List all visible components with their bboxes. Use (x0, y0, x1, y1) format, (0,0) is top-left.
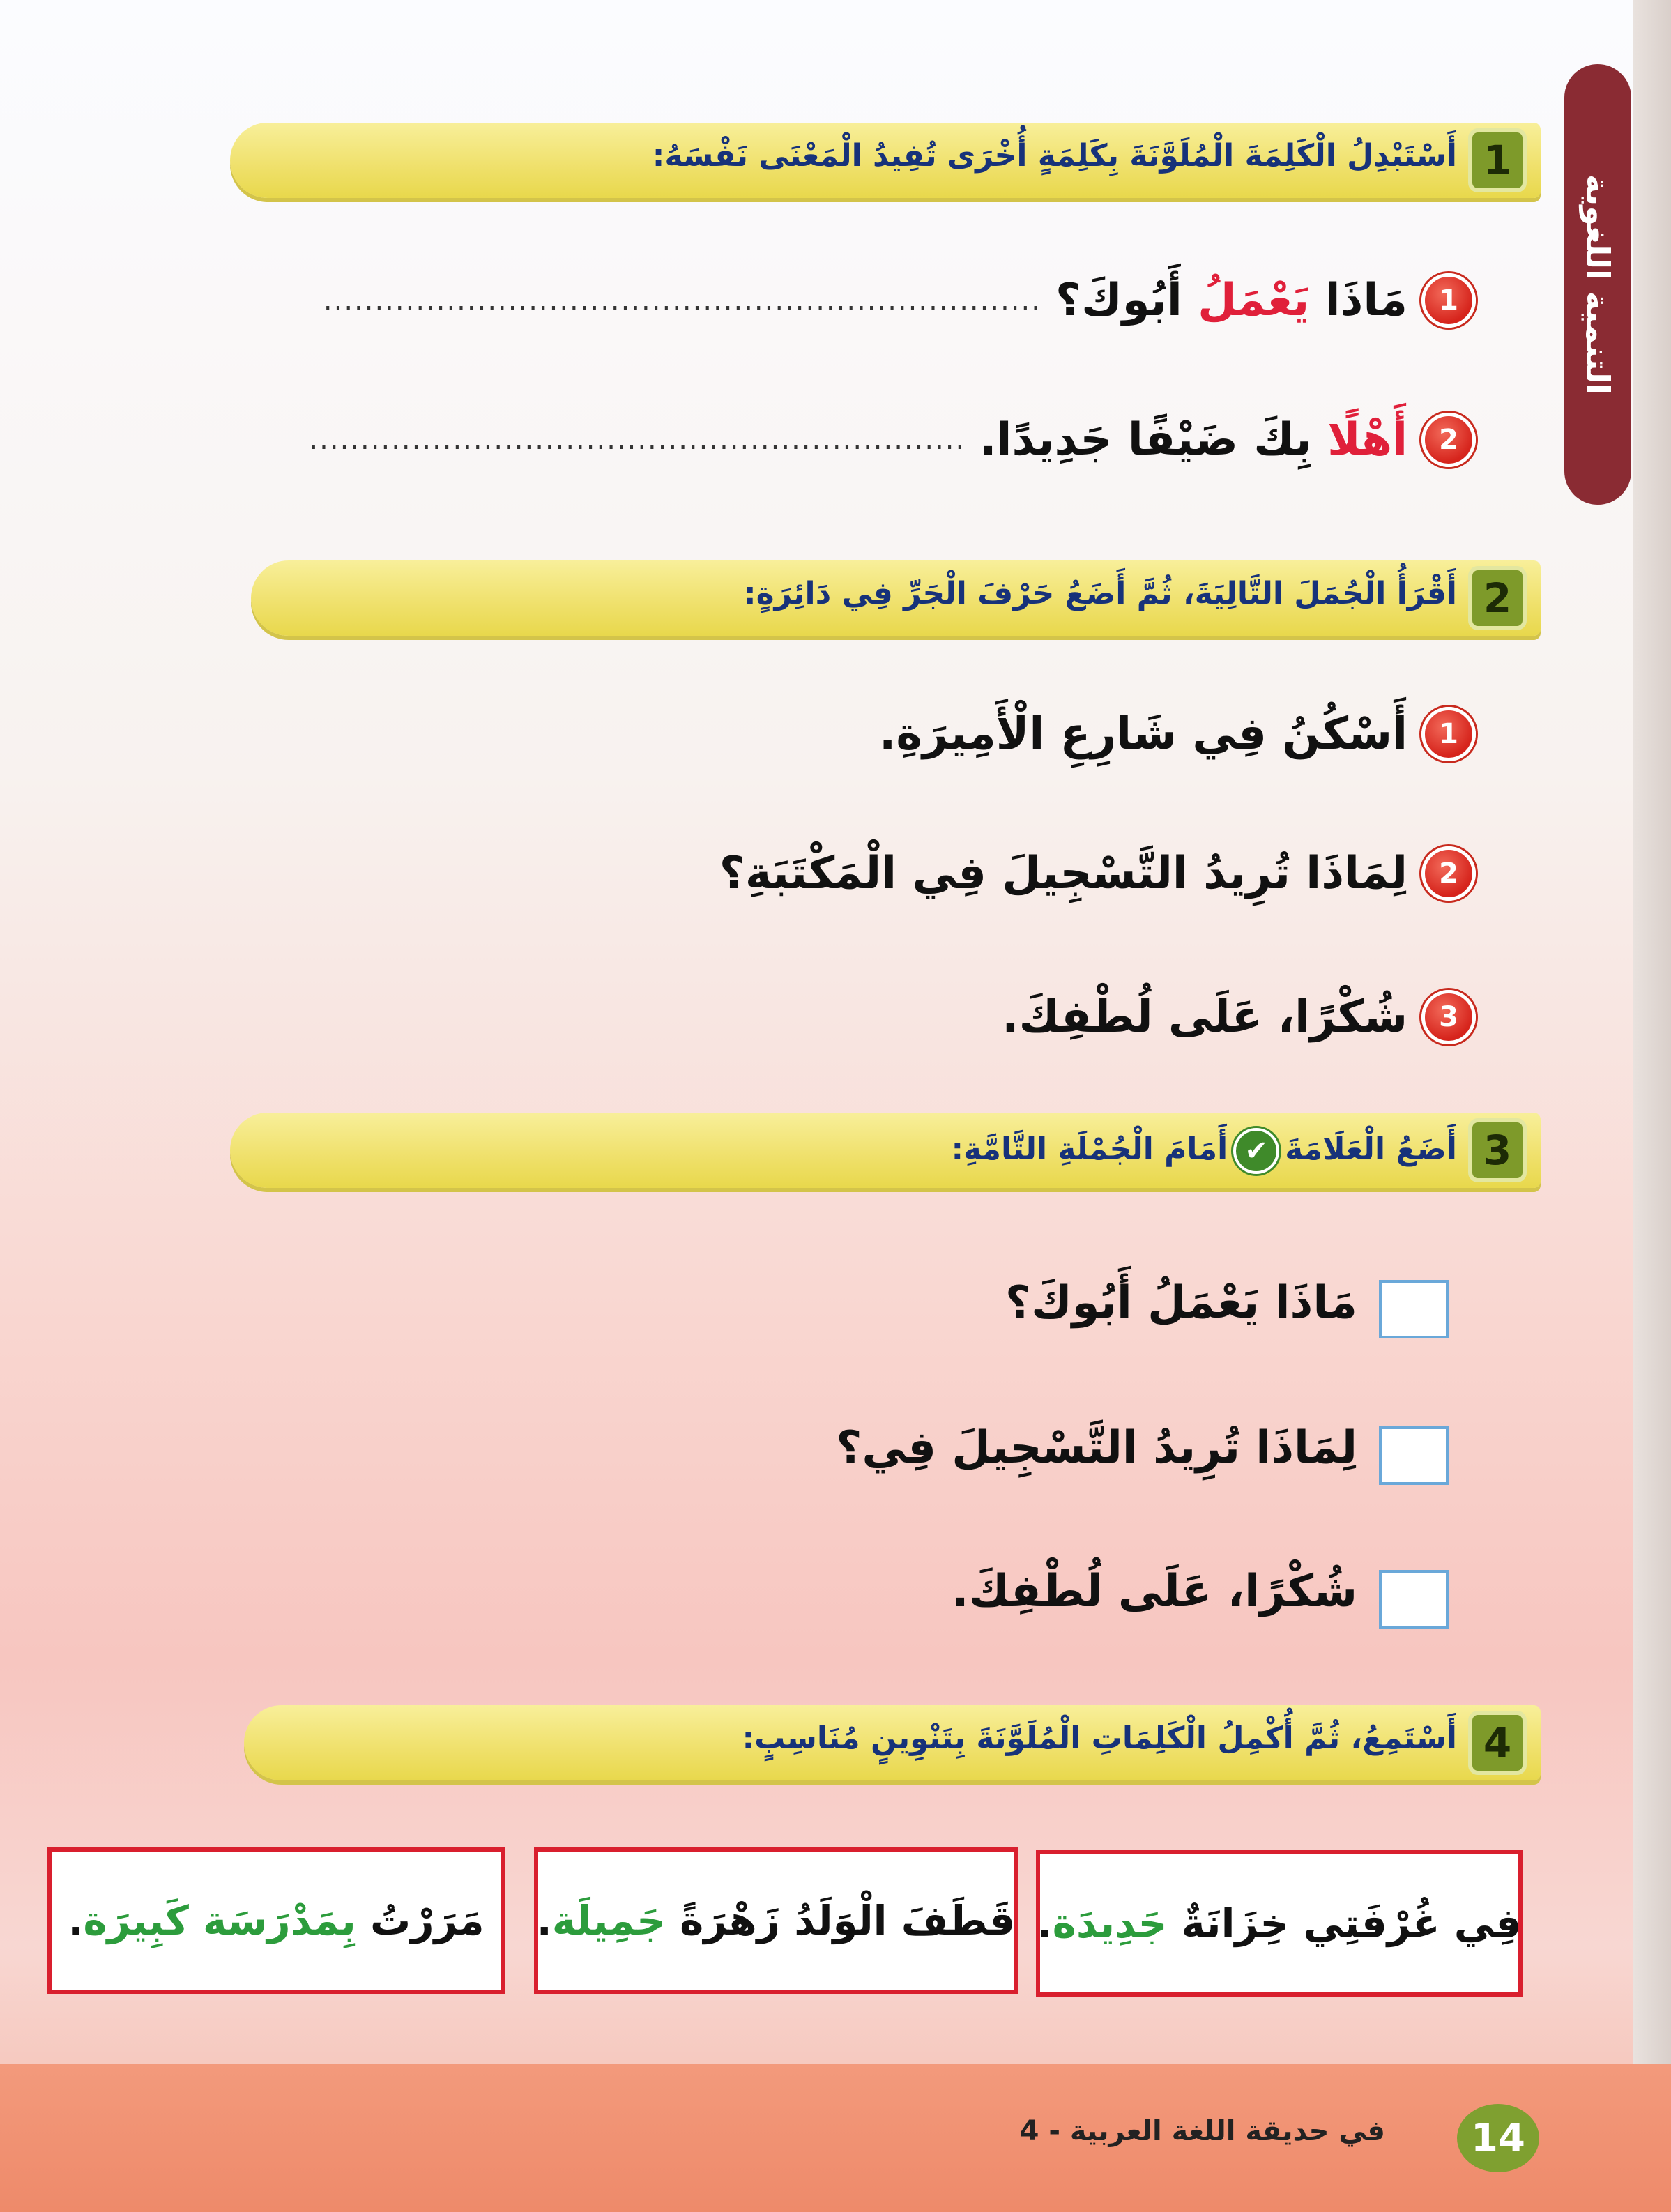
side-tab-label: التنمية اللغوية (1579, 174, 1617, 395)
section-4-banner (244, 1705, 1541, 1780)
item-number-badge: 2 (1421, 413, 1476, 467)
checkbox-2[interactable] (1379, 1426, 1449, 1485)
highlighted-word: أَهْلًا (1327, 414, 1407, 466)
item-text[interactable]: لِمَاذَا تُرِيدُ التَّسْجِيلَ فِي الْمَكْتَبَةِ؟ (719, 848, 1407, 899)
highlighted-word: جَدِيدَة (1052, 1900, 1168, 1947)
word-box-2[interactable]: قَطَفَ الْوَلَدُ زَهْرَةً جَمِيلَة. (534, 1847, 1018, 1994)
footer-band (0, 2064, 1671, 2212)
section-1-number: 1 (1468, 128, 1527, 192)
section-3-number: 3 (1468, 1118, 1527, 1182)
section-1-instruction: أَسْتَبْدِلُ الْكَلِمَةَ الْمُلَوَّنَةَ بِكَلِمَةٍ أُخْرَى تُفِيدُ الْمَعْنَى نَفْسَهُ: (652, 138, 1457, 174)
section-3-item-3 (952, 1566, 1357, 1617)
section-2-instruction: أَقْرَأُ الْجُمَلَ التَّالِيَةَ، ثُمَّ أَضَعُ حَرْفَ الْجَرِّ فِي دَائِرَةٍ: (744, 576, 1457, 611)
check-icon: ✔ (1233, 1128, 1279, 1174)
side-tab (1564, 64, 1631, 505)
section-1-banner (230, 123, 1541, 198)
section-2-number: 2 (1468, 566, 1527, 630)
checkbox-1[interactable] (1379, 1280, 1449, 1338)
item-number-badge: 1 (1421, 707, 1476, 761)
item-number-badge: 3 (1421, 990, 1476, 1044)
highlighted-word: جَمِيلَة (551, 1897, 666, 1944)
section-1-item-2 (309, 413, 1476, 467)
page-edge (1633, 0, 1671, 2212)
item-number-badge: 2 (1421, 846, 1476, 901)
page-number: 14 (1457, 2104, 1539, 2172)
item-number-badge: 1 (1421, 273, 1476, 328)
section-2-item-1 (879, 707, 1476, 761)
answer-line[interactable]: ...................................................................... (323, 284, 1041, 316)
checkbox-3[interactable] (1379, 1570, 1449, 1629)
section-3-banner (230, 1113, 1541, 1188)
section-1-item-1 (323, 273, 1476, 328)
section-2-banner (251, 560, 1541, 636)
highlighted-word: بِمَدْرَسَة كَبِيرَة (83, 1897, 356, 1944)
section-4-instruction: أَسْتَمِعُ، ثُمَّ أُكْمِلُ الْكَلِمَاتِ الْمُلَوَّنَةَ بِتَنْوِينٍ مُنَاسِبٍ: (742, 1721, 1457, 1756)
item-text[interactable]: شُكْرًا، عَلَى لُطْفِكَ. (1002, 991, 1407, 1043)
section-3-instruction: أَضَعُ الْعَلَامَةَ✔أَمَامَ الْجُمْلَةِ التَّامَّةِ: (951, 1128, 1457, 1174)
book-title: في حديقة اللغة العربية - 4 (1019, 2115, 1385, 2147)
answer-line[interactable]: ................................................................ (309, 424, 966, 456)
highlighted-word: يَعْمَلُ (1198, 275, 1310, 326)
section-3-item-2 (836, 1422, 1357, 1474)
word-box-1[interactable]: فِي غُرْفَتِي خِزَانَةٌ جَدِيدَة. (1036, 1850, 1523, 1997)
item-text[interactable]: أَسْكُنُ فِي شَارِعِ الْأَمِيرَةِ. (879, 708, 1407, 760)
item-text: أَهْلًا بِكَ ضَيْفًا جَدِيدًا. (979, 414, 1407, 466)
word-box-3[interactable]: مَرَرْتُ بِمَدْرَسَة كَبِيرَة. (47, 1847, 505, 1994)
section-2-item-2 (719, 846, 1476, 901)
section-4-number: 4 (1468, 1711, 1527, 1775)
section-3-item-1 (1005, 1277, 1357, 1329)
section-2-item-3 (1002, 990, 1476, 1044)
item-text: شُكْرًا، عَلَى لُطْفِكَ. (952, 1566, 1357, 1617)
item-text: لِمَاذَا تُرِيدُ التَّسْجِيلَ فِي؟ (836, 1422, 1357, 1474)
item-text: مَاذَا يَعْمَلُ أَبُوكَ؟ (1005, 1277, 1357, 1329)
item-text: مَاذَا يَعْمَلُ أَبُوكَ؟ (1055, 275, 1407, 326)
